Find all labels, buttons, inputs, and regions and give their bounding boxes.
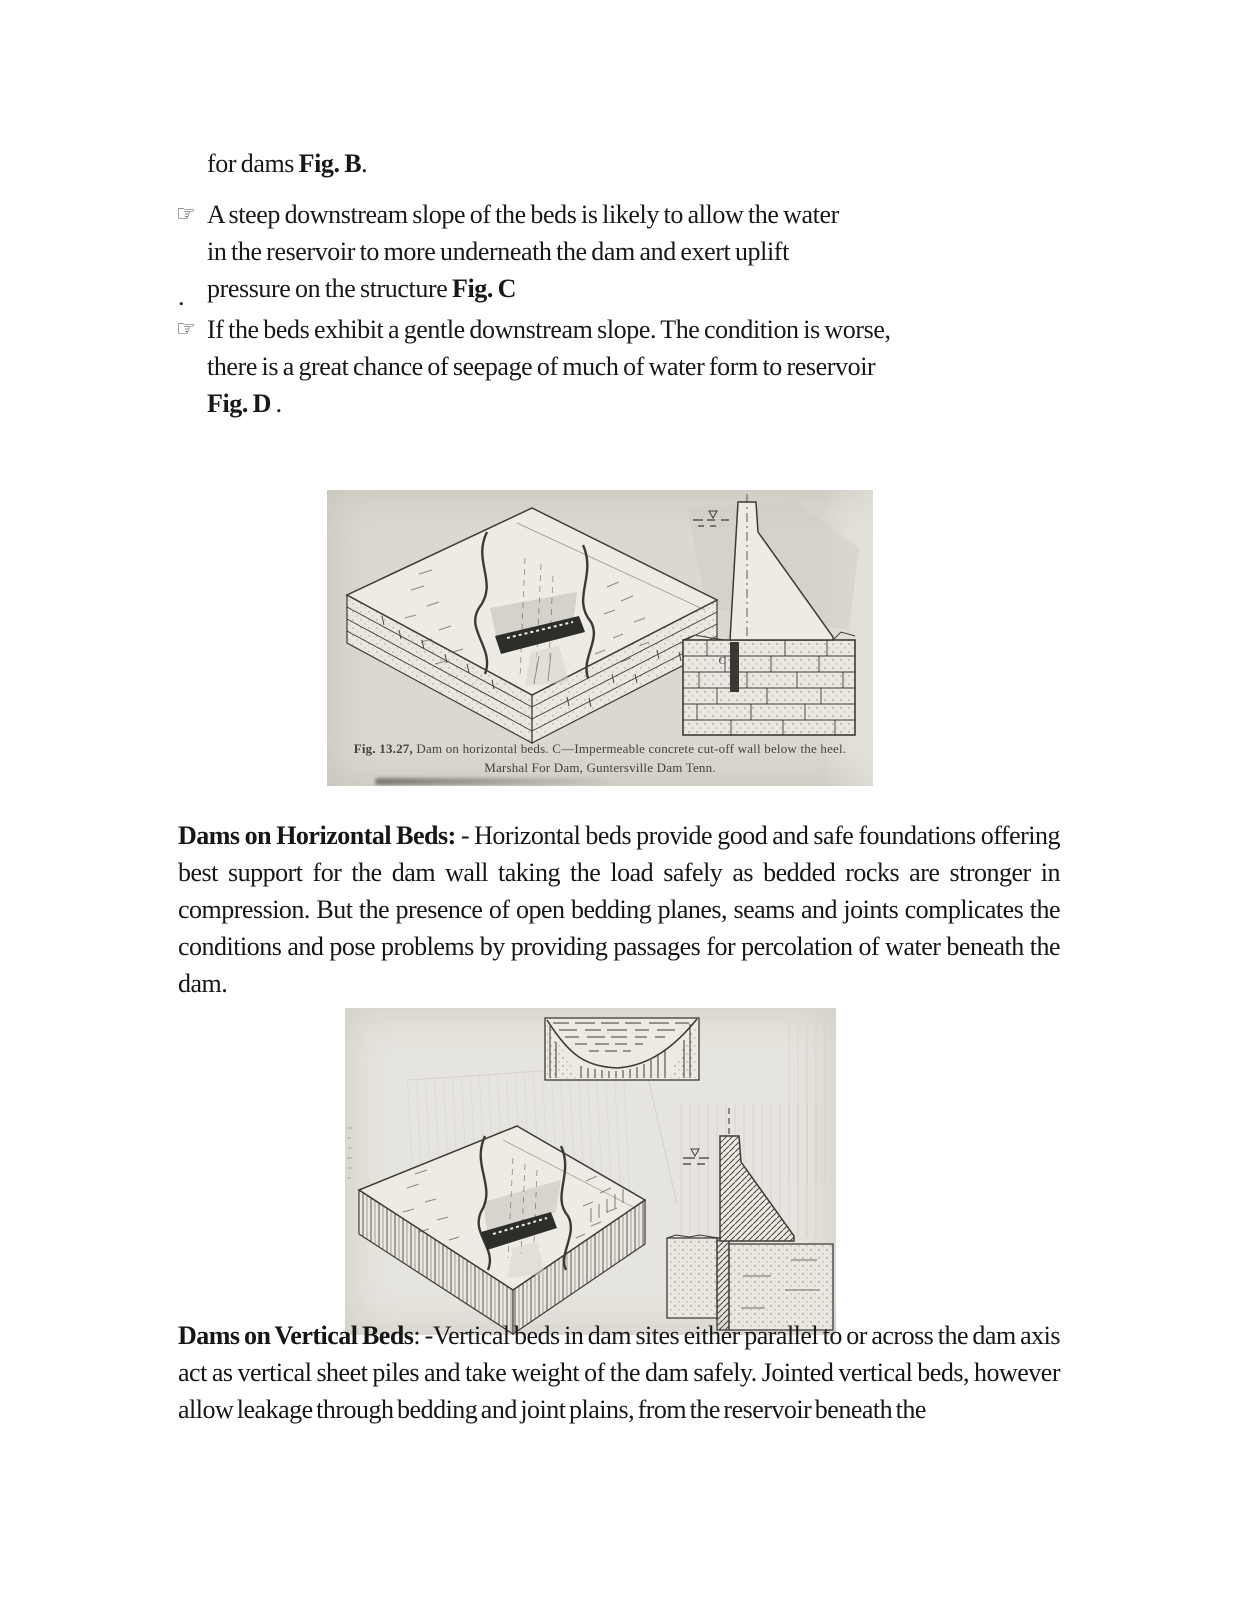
block-diagram-horizontal bbox=[347, 508, 717, 743]
vertical-beds-illustration bbox=[345, 1008, 836, 1335]
intro-period: . bbox=[361, 149, 368, 178]
scan-artifact-smudge bbox=[375, 778, 615, 785]
paragraph1-body: - Horizontal beds provide good and safe foundations offering best support for the dam wall taking the load safely as bedded rocks are stronger in compression. But the presence of open bedding planes, seams and joints complicates the conditions and pose problems by providing passages for percolation of water beneath the dam. bbox=[178, 821, 1061, 998]
valley-inset bbox=[545, 1018, 699, 1080]
paragraph2-heading: Dams on Vertical Beds bbox=[178, 1321, 414, 1350]
paragraph1-heading: Dams on Horizontal Beds: bbox=[178, 821, 456, 850]
pointing-hand-icon: ☞ bbox=[176, 202, 196, 227]
pointing-hand-icon: ☞ bbox=[176, 317, 196, 342]
figure1-caption-line2: Marshal For Dam, Guntersville Dam Tenn. bbox=[484, 760, 716, 775]
bullet-1-fig-ref: Fig. C bbox=[451, 274, 516, 303]
intro-line bbox=[207, 145, 367, 182]
bullet-1-body: A steep downstream slope of the beds is likely to allow the water in the reservoir to more underneath the dam and exert uplift pressure on the structure bbox=[207, 200, 839, 303]
intro-text: for dams bbox=[207, 149, 299, 178]
figure1-caption-text: Dam on horizontal beds. C—Impermeable concrete cut-off wall below the heel. bbox=[412, 741, 847, 756]
cutoff-wall-label: C bbox=[718, 655, 726, 667]
paragraph-horizontal-beds bbox=[178, 817, 1060, 1002]
bullet-item-1 bbox=[176, 196, 862, 307]
bullet-1-text bbox=[207, 196, 862, 307]
bullet-2-fig-ref: Fig. D bbox=[207, 389, 271, 418]
figure1-caption-number: Fig. 13.27, bbox=[353, 741, 413, 756]
bullet-2-text bbox=[207, 311, 897, 422]
bullet-item-2 bbox=[176, 311, 897, 422]
figure1-caption-line1 bbox=[327, 740, 873, 758]
paragraph2-body: : -Vertical beds in dam sites either parallel to or across the dam axis act as vertical sheet piles and take weight of the dam safely. Jointed vertical beds, however allow leakage through bedding and joint plains, from the reservoir beneath the bbox=[178, 1321, 1061, 1424]
stray-period: . bbox=[178, 282, 185, 311]
bullet-2-body: If the beds exhibit a gentle downstream slope. The condition is worse, there is a great chance of seepage of much of water form to reservoir bbox=[207, 315, 891, 381]
intro-fig-ref: Fig. B bbox=[298, 149, 362, 178]
paragraph-vertical-beds bbox=[178, 1317, 1060, 1428]
figure-dam-horizontal-beds bbox=[327, 490, 873, 786]
figure-dam-vertical-beds bbox=[345, 1008, 836, 1335]
bullet-2-post: . bbox=[270, 389, 282, 418]
